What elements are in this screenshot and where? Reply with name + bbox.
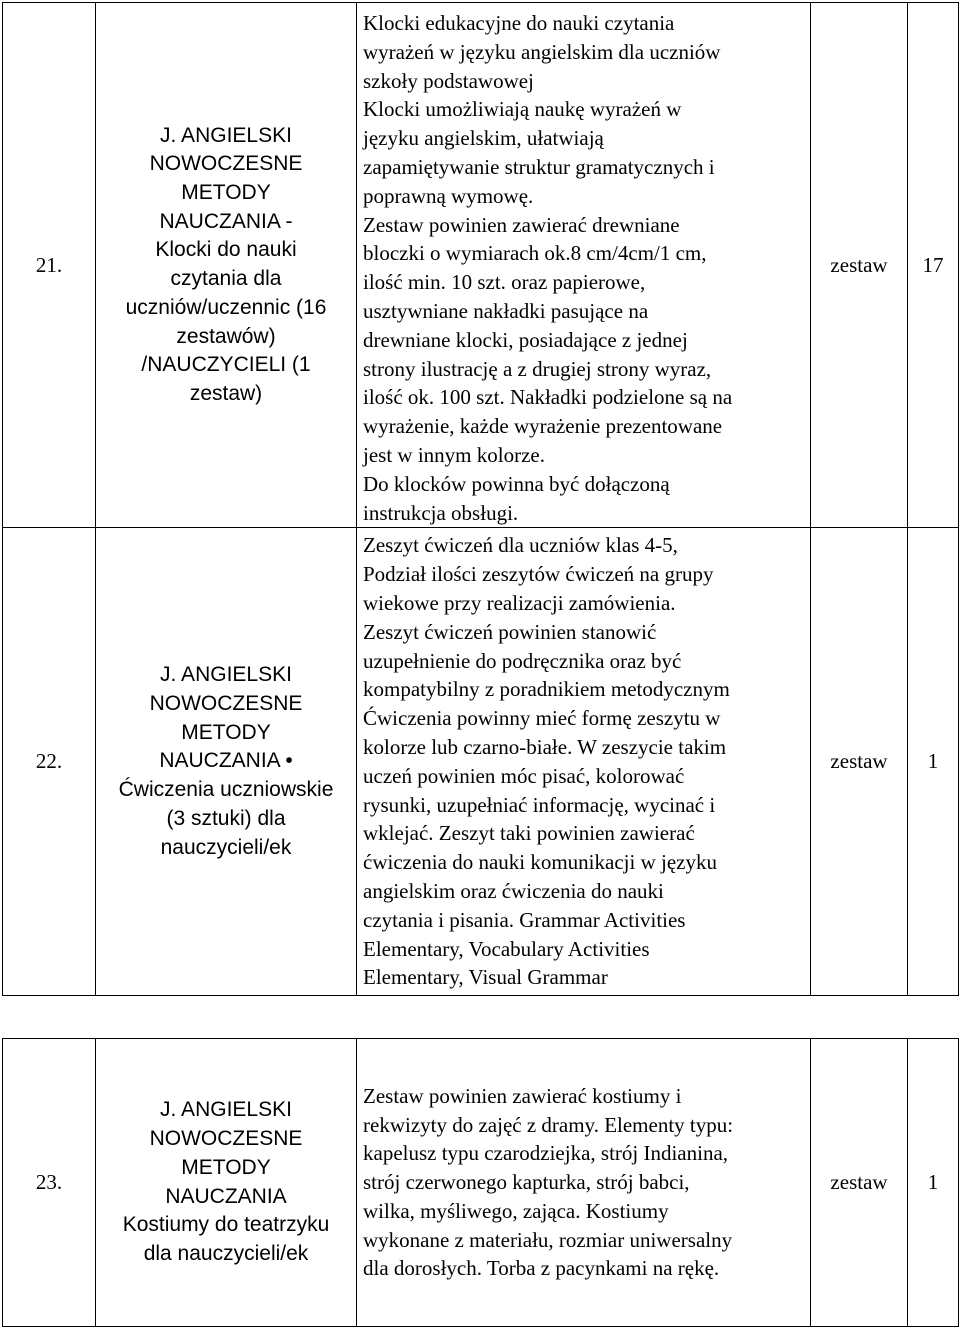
item-unit: zestaw (811, 3, 908, 528)
table-row (3, 3, 959, 528)
item-unit: zestaw (811, 1039, 908, 1327)
item-name: J. ANGIELSKI NOWOCZESNE METODY NAUCZANIA • Ćwiczenia uczniowskie (3 sztuki) dla nauczycieli/ek (96, 528, 357, 996)
item-description: Zestaw powinien zawierać kostiumy i rekwizyty do zajęć z dramy. Elementy typu: kapelusz typu czarodziejka, strój Indianina, strój czerwonego kapturka, strój babci, wilka, myśliwego, zająca. Kostiumy wykonane z materiału, rozmiar uniwersalny dla dorosłych. Torba z pacynkami na rękę. (357, 1039, 811, 1327)
item-description: Zeszyt ćwiczeń dla uczniów klas 4-5, Podział ilości zeszytów ćwiczeń na grupy wiekowe przy realizacji zamówienia. Zeszyt ćwiczeń powinien stanowić uzupełnienie do podręcznika oraz być kompatybilny z poradnikiem metodycznym Ćwiczenia powinny mieć formę zeszytu w kolorze lub czarno-białe. W zeszycie takim uczeń powinien móc pisać, kolorować rysunki, uzupełniać informację, wycinać i wklejać. Zeszyt taki powinien zawierać ćwiczenia do nauki komunikacji w języku angielskim oraz ćwiczenia do nauki czytania i pisania. Grammar Activities Elementary, Vocabulary Activities Elementary, Visual Grammar (357, 528, 811, 996)
item-description: Klocki edukacyjne do nauki czytania wyrażeń w języku angielskim dla uczniów szkoły podstawowej Klocki umożliwiają naukę wyrażeń w języku angielskim, ułatwiają zapamiętywanie struktur gramatycznych i poprawną wymowę. Zestaw powinien zawierać drewniane bloczki o wymiarach ok.8 cm/4cm/1 cm, ilość min. 10 szt. oraz papierowe, usztywniane nakładki pasujące na drewniane klocki, posiadające z jednej strony ilustrację a z drugiej strony wyraz, ilość ok. 100 szt. Nakładki podzielone są na wyrażenie, każde wyrażenie prezentowane jest w innym kolorze. Do klocków powinna być dołączoną instrukcja obsługi. (357, 3, 811, 528)
items-table-continued (2, 1038, 959, 1327)
table-row (3, 528, 959, 996)
item-quantity: 1 (908, 1039, 959, 1327)
row-number: 21. (3, 3, 96, 528)
item-quantity: 1 (908, 528, 959, 996)
item-name: J. ANGIELSKI NOWOCZESNE METODY NAUCZANIA - Klocki do nauki czytania dla uczniów/uczennic (16 zestawów) /NAUCZYCIELI (1 zestaw) (96, 3, 357, 528)
row-number: 23. (3, 1039, 96, 1327)
table-row (3, 1039, 959, 1327)
row-number: 22. (3, 528, 96, 996)
item-quantity: 17 (908, 3, 959, 528)
item-name: J. ANGIELSKI NOWOCZESNE METODY NAUCZANIA Kostiumy do teatrzyku dla nauczycieli/ek (96, 1039, 357, 1327)
item-unit: zestaw (811, 528, 908, 996)
items-table (2, 2, 959, 996)
